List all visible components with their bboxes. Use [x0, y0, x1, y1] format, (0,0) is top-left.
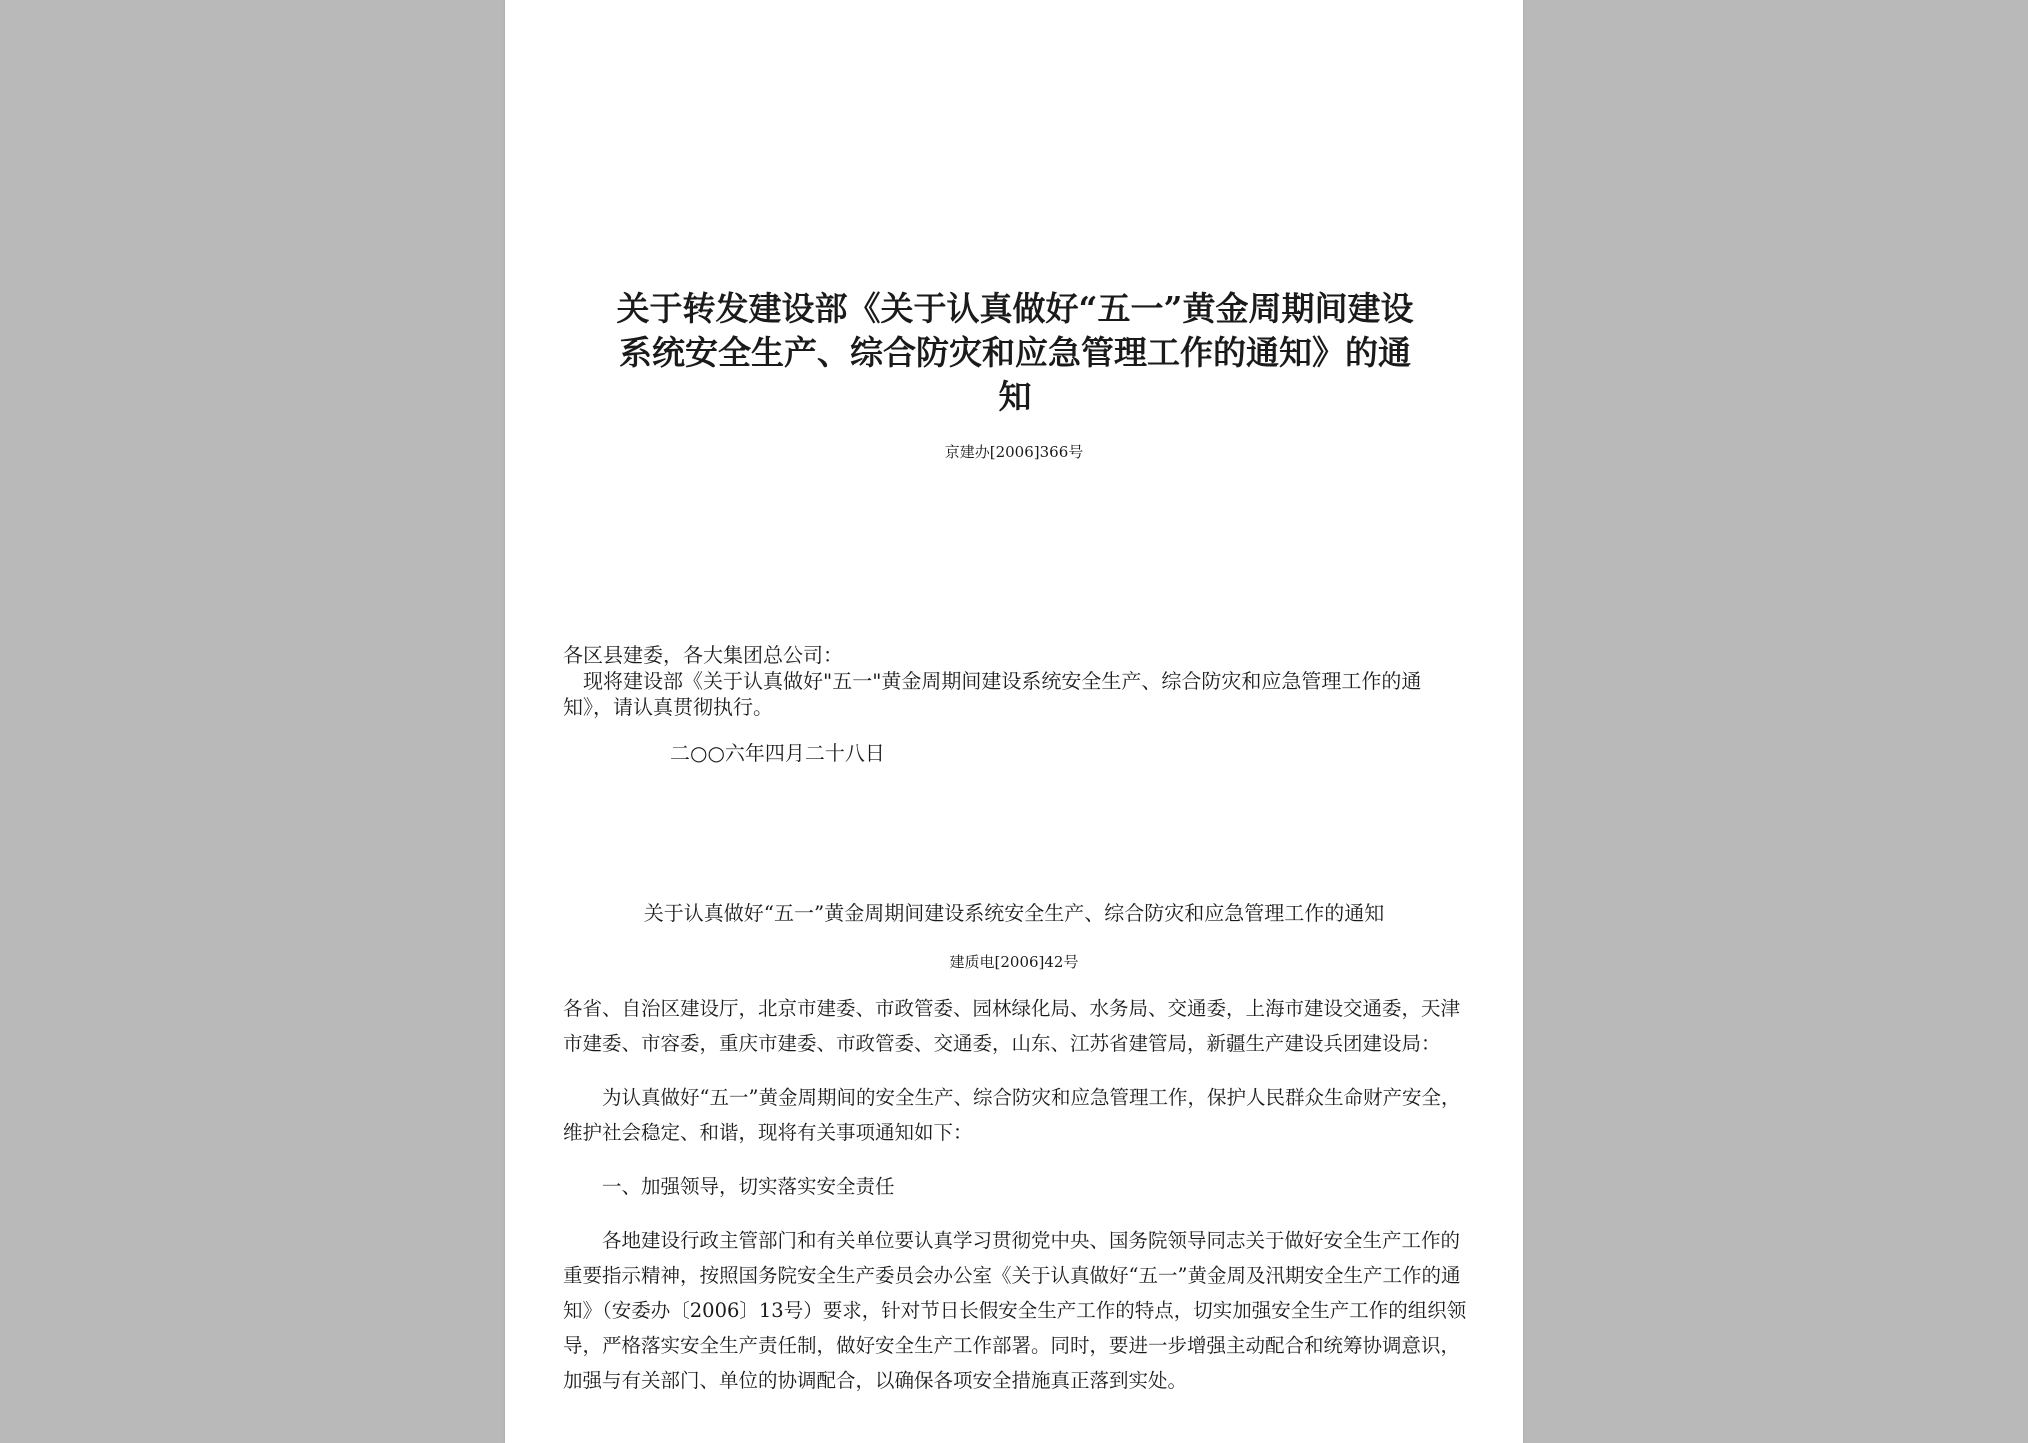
document-number: 京建办[2006]366号	[944, 443, 1084, 461]
title-line-3: 知	[998, 377, 1032, 416]
section-heading-1: 一、加强领导，切实落实安全责任	[602, 1175, 895, 1198]
title-line-1: 关于转发建设部《关于认真做好“五一”黄金周期间建设	[616, 289, 1414, 328]
recipients-paragraph: 各省、自治区建设厅，北京市建委、市政管委、园林绿化局、水务局、交通委，上海市建设交通委，天津市建委、市容委，重庆市建委、市政管委、交通委，山东、江苏省建管局，新疆生产建设兵团建设局：	[563, 997, 1461, 1055]
attached-notice-number: 建质电[2006]42号	[949, 953, 1079, 971]
attached-notice-title: 关于认真做好“五一”黄金周期间建设系统安全生产、综合防灾和应急管理工作的通知	[643, 901, 1385, 925]
issue-date: 二○○六年四月二十八日	[670, 741, 885, 765]
document-title	[565, 287, 1465, 419]
addressee: 各区县建委，各大集团总公司：	[563, 643, 843, 667]
forwarding-body: 现将建设部《关于认真做好"五一"黄金周期间建设系统安全生产、综合防灾和应急管理工作的通知》，请认真贯彻执行。	[563, 669, 1422, 719]
title-line-2: 系统安全生产、综合防灾和应急管理工作的通知》的通	[619, 333, 1411, 372]
intro-paragraph: 为认真做好“五一”黄金周期间的安全生产、综合防灾和应急管理工作，保护人民群众生命财产安全，维护社会稳定、和谐，现将有关事项通知如下：	[563, 1086, 1461, 1144]
section-1-paragraph: 各地建设行政主管部门和有关单位要认真学习贯彻党中央、国务院领导同志关于做好安全生产工作的重要指示精神，按照国务院安全生产委员会办公室《关于认真做好“五一”黄金周及汛期安全生产工作的通知》（安委办〔2006〕13号）要求，针对节日长假安全生产工作的特点，切实加强安全生产工作的组织领导，严格落实安全生产责任制，做好安全生产工作部署。同时，要进一步增强主动配合和统筹协调意识，加强与有关部门、单位的协调配合，以确保各项安全措施真正落到实处。	[563, 1229, 1467, 1392]
document-page	[505, 0, 1523, 1443]
